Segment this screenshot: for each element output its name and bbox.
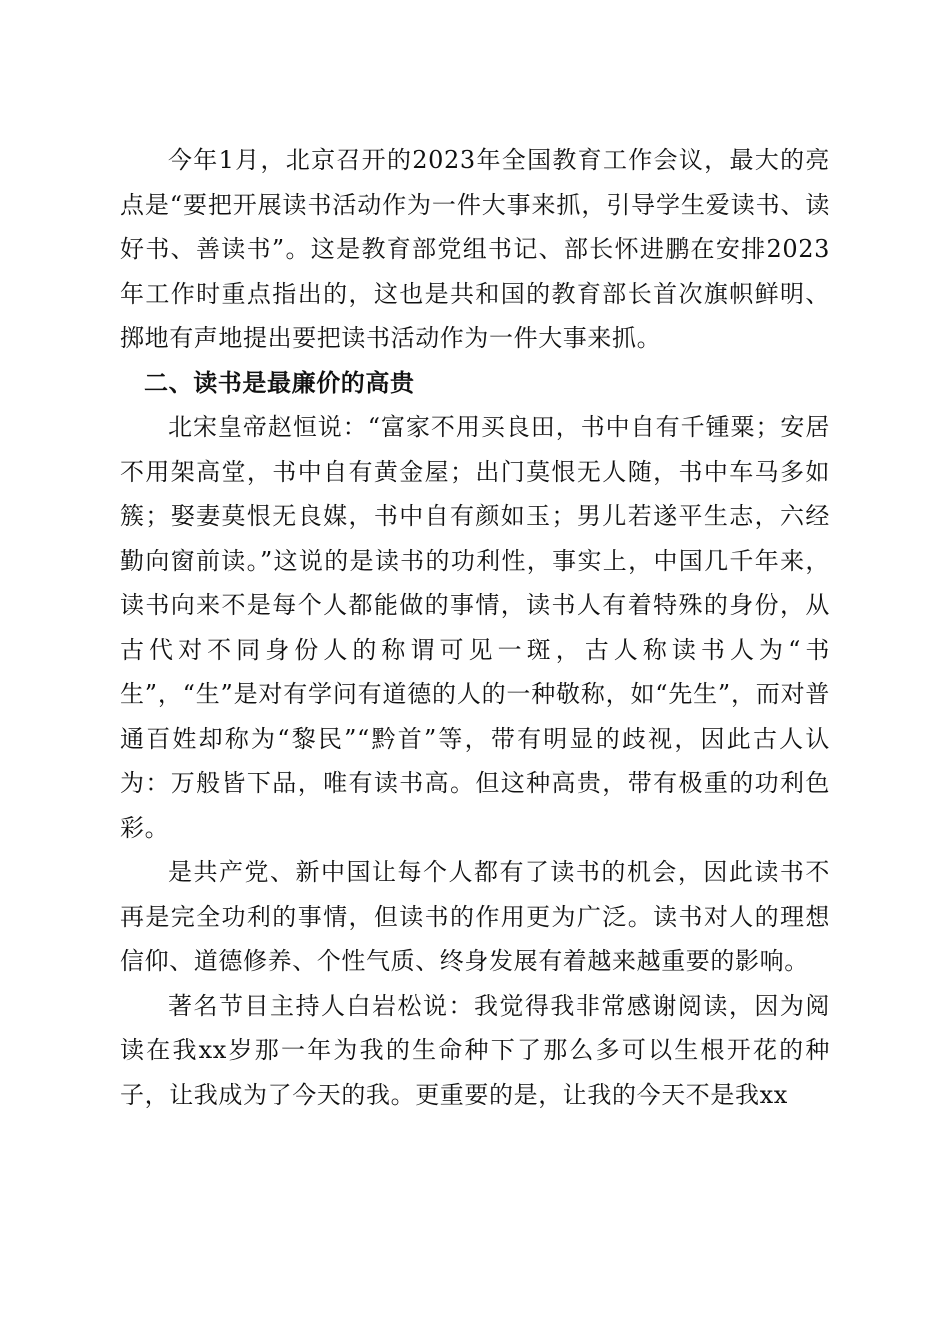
- paragraph-new-china: 是共产党、新中国让每个人都有了读书的机会，因此读书不再是完全功利的事情，但读书的作用更为广泛。读书对人的理想信仰、道德修养、个性气质、终身发展有着越来越重要的影响。: [120, 858, 830, 975]
- paragraph-intro: 今年1月，北京召开的2023年全国教育工作会议，最大的亮点是“要把开展读书活动作为一件大事来抓，引导学生爱读书、读好书、善读书”。这是教育部党组书记、部长怀进鹏在安排2023年工作时重点指出的，这也是共和国的教育部长首次旗帜鲜明、掷地有声地提出要把读书活动作为一件大事来抓。: [120, 146, 830, 352]
- paragraph-bai-yansong-quote: 著名节目主持人白岩松说：我觉得我非常感谢阅读，因为阅读在我xx岁那一年为我的生命种下了那么多可以生根开花的种子，让我成为了今天的我。更重要的是，让我的今天不是我xx: [120, 991, 830, 1109]
- section-heading: 二、读书是最廉价的高贵: [144, 368, 415, 397]
- paragraph-zhao-heng-quote: 北宋皇帝赵恒说：“富家不用买良田，书中自有千锺粟；安居不用架高堂，书中自有黄金屋；出门莫恨无人随，书中车马多如簇；娶妻莫恨无良媒，书中自有颜如玉；男儿若遂平生志，六经勤向窗前读。”这说的是读书的功利性，事实上，中国几千年来，读书向来不是每个人都能做的事情，读书人有着特殊的身份，从古代对不同身份人的称谓可见一斑，古人称读书人为“书生”，“生”是对有学问有道德的人的一种敬称，如“先生”，而对普通百姓却称为“黎民”“黔首”等，带有明显的歧视，因此古人认为：万般皆下品，唯有读书高。但这种高贵，带有极重的功利色彩。: [120, 413, 830, 842]
